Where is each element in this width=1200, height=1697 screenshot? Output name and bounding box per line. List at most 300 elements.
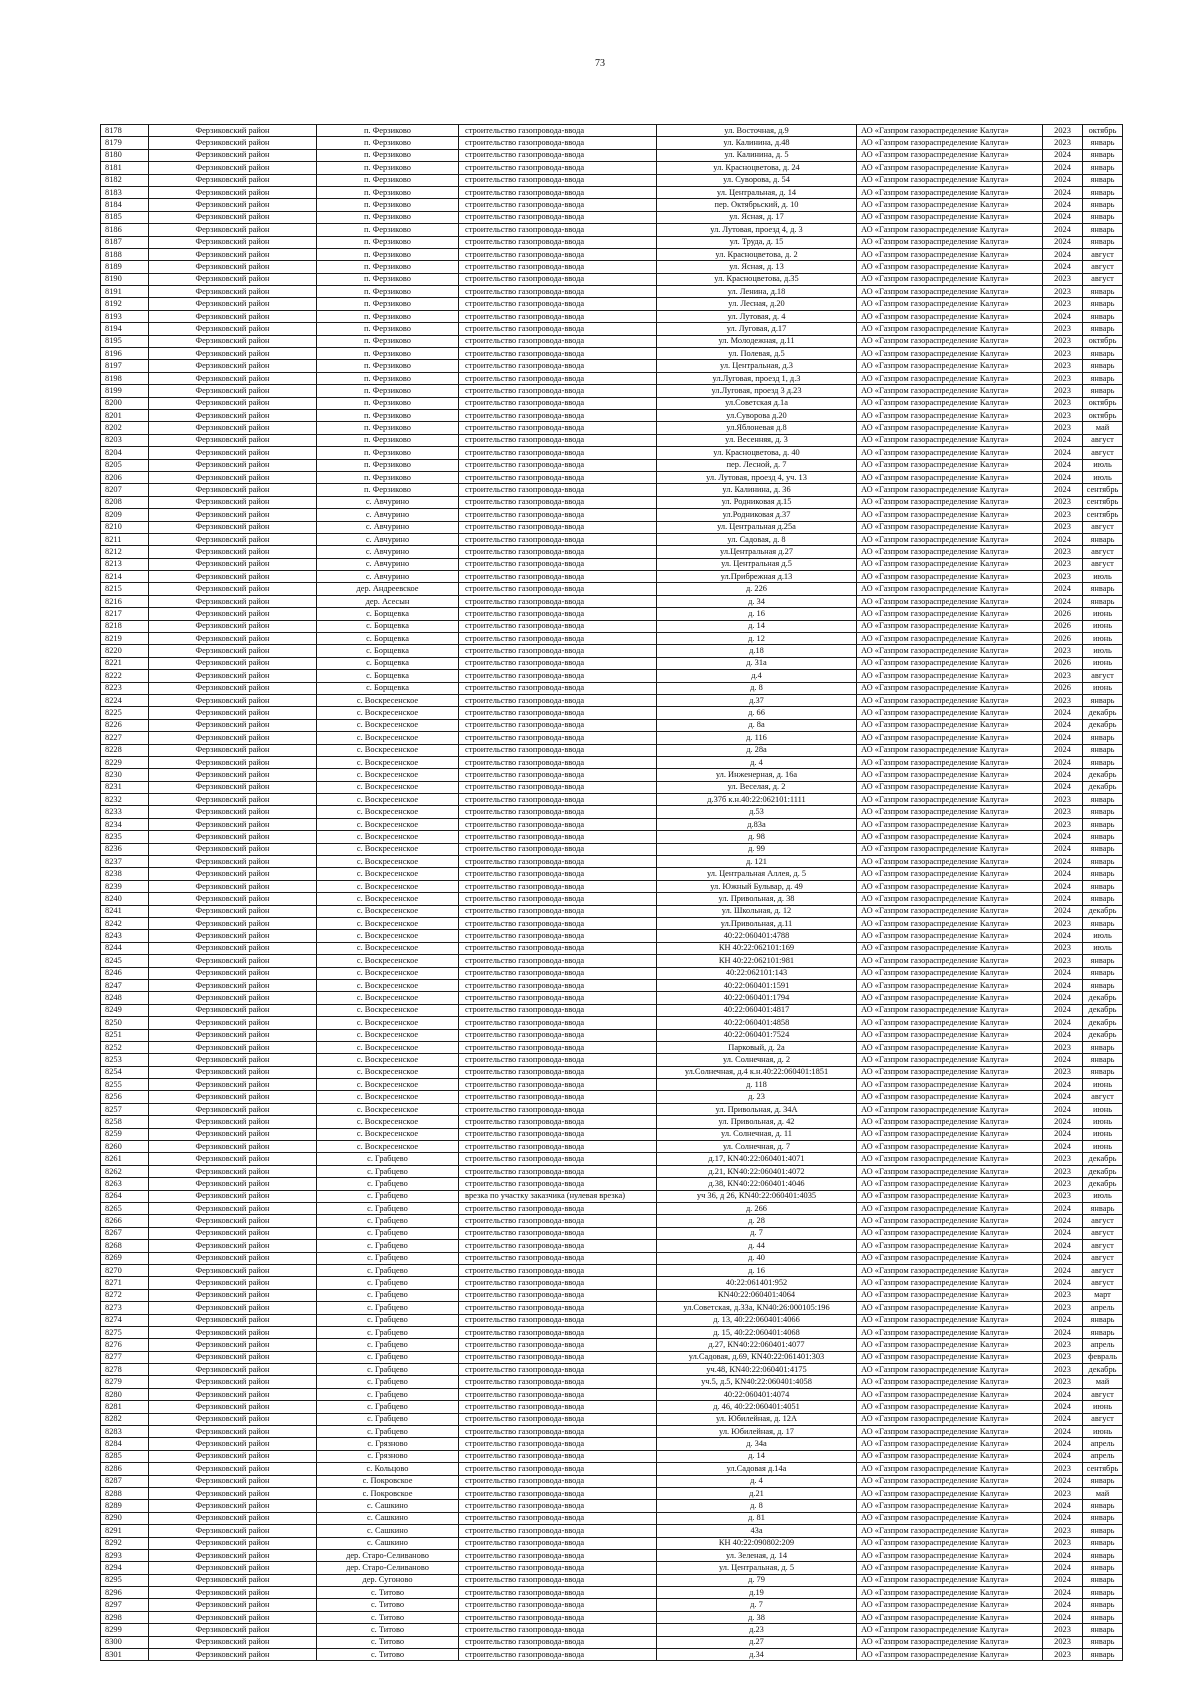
row-number-cell: 8281 <box>101 1401 149 1413</box>
district-cell: Ферзиковский район <box>149 893 317 905</box>
year-cell: 2023 <box>1043 372 1083 384</box>
locality-cell: с. Грабцево <box>317 1202 459 1214</box>
year-cell: 2023 <box>1043 348 1083 360</box>
locality-cell: с. Грабцево <box>317 1289 459 1301</box>
row-number-cell: 8209 <box>101 509 149 521</box>
table-row <box>101 707 1123 719</box>
row-number-cell: 8208 <box>101 496 149 508</box>
organization-cell: АО «Газпром газораспределение Калуга» <box>857 1004 1043 1016</box>
organization-cell: АО «Газпром газораспределение Калуга» <box>857 211 1043 223</box>
table-row <box>101 633 1123 645</box>
work-type-cell: строительство газопровода-ввода <box>459 1289 657 1301</box>
organization-cell: АО «Газпром газораспределение Калуга» <box>857 868 1043 880</box>
address-cell: д. 66 <box>657 707 857 719</box>
work-type-cell: строительство газопровода-ввода <box>459 1525 657 1537</box>
table-row <box>101 335 1123 347</box>
address-cell: д. 121 <box>657 856 857 868</box>
month-cell: август <box>1083 1388 1123 1400</box>
organization-cell: АО «Газпром газораспределение Калуга» <box>857 323 1043 335</box>
locality-cell: п. Ферзиково <box>317 447 459 459</box>
locality-cell: с. Сашкино <box>317 1525 459 1537</box>
work-type-cell: строительство газопровода-ввода <box>459 1165 657 1177</box>
organization-cell: АО «Газпром газораспределение Калуга» <box>857 1388 1043 1400</box>
district-cell: Ферзиковский район <box>149 979 317 991</box>
work-type-cell: строительство газопровода-ввода <box>459 1240 657 1252</box>
month-cell: январь <box>1083 583 1123 595</box>
organization-cell: АО «Газпром газораспределение Калуга» <box>857 174 1043 186</box>
address-cell: д. 8 <box>657 1500 857 1512</box>
district-cell: Ферзиковский район <box>149 843 317 855</box>
work-type-cell: строительство газопровода-ввода <box>459 137 657 149</box>
district-cell: Ферзиковский район <box>149 1500 317 1512</box>
work-type-cell: строительство газопровода-ввода <box>459 1611 657 1623</box>
address-cell: ул. Привольная, д. 34А <box>657 1103 857 1115</box>
table-row <box>101 1525 1123 1537</box>
organization-cell: АО «Газпром газораспределение Калуга» <box>857 1079 1043 1091</box>
address-cell: д. 118 <box>657 1079 857 1091</box>
address-cell: д.19 <box>657 1587 857 1599</box>
gasification-table <box>100 124 1123 1661</box>
month-cell: август <box>1083 1227 1123 1239</box>
row-number-cell: 8207 <box>101 484 149 496</box>
district-cell: Ферзиковский район <box>149 595 317 607</box>
district-cell: Ферзиковский район <box>149 372 317 384</box>
district-cell: Ферзиковский район <box>149 1599 317 1611</box>
table-row <box>101 1587 1123 1599</box>
organization-cell: АО «Газпром газораспределение Калуга» <box>857 298 1043 310</box>
row-number-cell: 8237 <box>101 856 149 868</box>
district-cell: Ферзиковский район <box>149 694 317 706</box>
table-row <box>101 1289 1123 1301</box>
work-type-cell: строительство газопровода-ввода <box>459 633 657 645</box>
work-type-cell: строительство газопровода-ввода <box>459 1636 657 1648</box>
locality-cell: п. Ферзиково <box>317 471 459 483</box>
row-number-cell: 8300 <box>101 1636 149 1648</box>
locality-cell: с. Воскресенское <box>317 1128 459 1140</box>
organization-cell: АО «Газпром газораспределение Калуга» <box>857 893 1043 905</box>
work-type-cell: строительство газопровода-ввода <box>459 286 657 298</box>
address-cell: ул. Труда, д. 15 <box>657 236 857 248</box>
month-cell: январь <box>1083 967 1123 979</box>
row-number-cell: 8266 <box>101 1215 149 1227</box>
locality-cell: с. Авчурино <box>317 558 459 570</box>
month-cell: январь <box>1083 1202 1123 1214</box>
row-number-cell: 8216 <box>101 595 149 607</box>
address-cell: Парковый, д. 2а <box>657 1041 857 1053</box>
month-cell: май <box>1083 1376 1123 1388</box>
organization-cell: АО «Газпром газораспределение Калуга» <box>857 137 1043 149</box>
address-cell: д. 7 <box>657 1599 857 1611</box>
locality-cell: п. Ферзиково <box>317 360 459 372</box>
row-number-cell: 8205 <box>101 459 149 471</box>
year-cell: 2024 <box>1043 162 1083 174</box>
address-cell: уч.48, КN40:22:060401:4175 <box>657 1364 857 1376</box>
address-cell: д. 44 <box>657 1240 857 1252</box>
year-cell: 2023 <box>1043 409 1083 421</box>
address-cell: д. 38 <box>657 1611 857 1623</box>
address-cell: д.21 <box>657 1487 857 1499</box>
year-cell: 2023 <box>1043 942 1083 954</box>
district-cell: Ферзиковский район <box>149 967 317 979</box>
table-row <box>101 571 1123 583</box>
locality-cell: с. Воскресенское <box>317 831 459 843</box>
work-type-cell: строительство газопровода-ввода <box>459 521 657 533</box>
locality-cell: с. Титово <box>317 1587 459 1599</box>
work-type-cell: строительство газопровода-ввода <box>459 657 657 669</box>
work-type-cell: строительство газопровода-ввода <box>459 385 657 397</box>
table-row <box>101 856 1123 868</box>
address-cell: ул. Центральная, д. 14 <box>657 186 857 198</box>
table-row <box>101 1438 1123 1450</box>
address-cell: ул.Родниковая д.37 <box>657 509 857 521</box>
work-type-cell: строительство газопровода-ввода <box>459 447 657 459</box>
table-row <box>101 1326 1123 1338</box>
table-row <box>101 422 1123 434</box>
organization-cell: АО «Газпром газораспределение Калуга» <box>857 1054 1043 1066</box>
work-type-cell: строительство газопровода-ввода <box>459 1041 657 1053</box>
table-row <box>101 248 1123 260</box>
district-cell: Ферзиковский район <box>149 1413 317 1425</box>
locality-cell: дер. Старо-Селиваново <box>317 1562 459 1574</box>
address-cell: д. 4 <box>657 1475 857 1487</box>
organization-cell: АО «Газпром газораспределение Калуга» <box>857 236 1043 248</box>
table-row <box>101 162 1123 174</box>
district-cell: Ферзиковский район <box>149 571 317 583</box>
month-cell: август <box>1083 447 1123 459</box>
district-cell: Ферзиковский район <box>149 385 317 397</box>
address-cell: ул.Советская, д.33а, КN40:26:000105:196 <box>657 1302 857 1314</box>
year-cell: 2023 <box>1043 1041 1083 1053</box>
year-cell: 2023 <box>1043 1636 1083 1648</box>
table-row <box>101 645 1123 657</box>
table-row <box>101 781 1123 793</box>
address-cell: 40:22:060401:4817 <box>657 1004 857 1016</box>
table-row <box>101 310 1123 322</box>
district-cell: Ферзиковский район <box>149 248 317 260</box>
district-cell: Ферзиковский район <box>149 719 317 731</box>
row-number-cell: 8267 <box>101 1227 149 1239</box>
organization-cell: АО «Газпром газораспределение Калуга» <box>857 1091 1043 1103</box>
year-cell: 2023 <box>1043 1487 1083 1499</box>
year-cell: 2024 <box>1043 149 1083 161</box>
work-type-cell: строительство газопровода-ввода <box>459 149 657 161</box>
year-cell: 2024 <box>1043 1599 1083 1611</box>
locality-cell: п. Ферзиково <box>317 298 459 310</box>
organization-cell: АО «Газпром газораспределение Калуга» <box>857 1339 1043 1351</box>
work-type-cell: строительство газопровода-ввода <box>459 1450 657 1462</box>
month-cell: сентябрь <box>1083 509 1123 521</box>
locality-cell: с. Воскресенское <box>317 856 459 868</box>
month-cell: июнь <box>1083 633 1123 645</box>
locality-cell: п. Ферзиково <box>317 323 459 335</box>
year-cell: 2024 <box>1043 1277 1083 1289</box>
month-cell: январь <box>1083 1475 1123 1487</box>
month-cell: октябрь <box>1083 335 1123 347</box>
row-number-cell: 8180 <box>101 149 149 161</box>
work-type-cell: строительство газопровода-ввода <box>459 583 657 595</box>
organization-cell: АО «Газпром газораспределение Калуга» <box>857 1326 1043 1338</box>
address-cell: ул.Садовая д.14а <box>657 1463 857 1475</box>
district-cell: Ферзиковский район <box>149 1004 317 1016</box>
table-row <box>101 447 1123 459</box>
locality-cell: дер. Андреевское <box>317 583 459 595</box>
address-cell: ул.Луговая, проезд 1, д.3 <box>657 372 857 384</box>
locality-cell: с. Грязново <box>317 1438 459 1450</box>
organization-cell: АО «Газпром газораспределение Калуга» <box>857 434 1043 446</box>
table-row <box>101 1202 1123 1214</box>
month-cell: январь <box>1083 732 1123 744</box>
month-cell: июль <box>1083 930 1123 942</box>
table-row <box>101 1041 1123 1053</box>
row-number-cell: 8265 <box>101 1202 149 1214</box>
organization-cell: АО «Газпром газораспределение Калуга» <box>857 521 1043 533</box>
table-row <box>101 1401 1123 1413</box>
locality-cell: с. Воскресенское <box>317 694 459 706</box>
table-row <box>101 1413 1123 1425</box>
locality-cell: с. Грабцево <box>317 1264 459 1276</box>
locality-cell: с. Авчурино <box>317 521 459 533</box>
address-cell: д.17, КN40:22:060401:4071 <box>657 1153 857 1165</box>
month-cell: октябрь <box>1083 397 1123 409</box>
district-cell: Ферзиковский район <box>149 125 317 137</box>
table-row <box>101 174 1123 186</box>
year-cell: 2024 <box>1043 1029 1083 1041</box>
table-row <box>101 1227 1123 1239</box>
district-cell: Ферзиковский район <box>149 1091 317 1103</box>
locality-cell: с. Грабцево <box>317 1165 459 1177</box>
address-cell: д. 226 <box>657 583 857 595</box>
organization-cell: АО «Газпром газораспределение Калуга» <box>857 608 1043 620</box>
address-cell: ул. Красноцветова, д. 2 <box>657 248 857 260</box>
row-number-cell: 8221 <box>101 657 149 669</box>
district-cell: Ферзиковский район <box>149 1215 317 1227</box>
year-cell: 2026 <box>1043 682 1083 694</box>
address-cell: уч 36, д 26, КN40:22:060401:4035 <box>657 1190 857 1202</box>
month-cell: сентябрь <box>1083 484 1123 496</box>
month-cell: декабрь <box>1083 1017 1123 1029</box>
table-row <box>101 1116 1123 1128</box>
year-cell: 2024 <box>1043 199 1083 211</box>
year-cell: 2024 <box>1043 211 1083 223</box>
year-cell: 2024 <box>1043 1004 1083 1016</box>
locality-cell: п. Ферзиково <box>317 348 459 360</box>
district-cell: Ферзиковский район <box>149 942 317 954</box>
work-type-cell: строительство газопровода-ввода <box>459 360 657 372</box>
organization-cell: АО «Газпром газораспределение Калуга» <box>857 1611 1043 1623</box>
district-cell: Ферзиковский район <box>149 211 317 223</box>
month-cell: сентябрь <box>1083 1463 1123 1475</box>
district-cell: Ферзиковский район <box>149 1450 317 1462</box>
address-cell: ул. Ясная, д. 13 <box>657 261 857 273</box>
year-cell: 2023 <box>1043 385 1083 397</box>
row-number-cell: 8299 <box>101 1624 149 1636</box>
district-cell: Ферзиковский район <box>149 273 317 285</box>
table-row <box>101 595 1123 607</box>
month-cell: декабрь <box>1083 905 1123 917</box>
district-cell: Ферзиковский район <box>149 533 317 545</box>
month-cell: январь <box>1083 806 1123 818</box>
row-number-cell: 8178 <box>101 125 149 137</box>
organization-cell: АО «Газпром газораспределение Калуга» <box>857 843 1043 855</box>
work-type-cell: строительство газопровода-ввода <box>459 918 657 930</box>
table-row <box>101 1066 1123 1078</box>
locality-cell: с. Грабцево <box>317 1302 459 1314</box>
year-cell: 2024 <box>1043 1017 1083 1029</box>
table-row <box>101 1128 1123 1140</box>
locality-cell: с. Воскресенское <box>317 955 459 967</box>
locality-cell: п. Ферзиково <box>317 459 459 471</box>
month-cell: октябрь <box>1083 409 1123 421</box>
organization-cell: АО «Газпром газораспределение Калуга» <box>857 682 1043 694</box>
locality-cell: с. Грабцево <box>317 1426 459 1438</box>
row-number-cell: 8183 <box>101 186 149 198</box>
year-cell: 2026 <box>1043 657 1083 669</box>
work-type-cell: строительство газопровода-ввода <box>459 1512 657 1524</box>
district-cell: Ферзиковский район <box>149 608 317 620</box>
district-cell: Ферзиковский район <box>149 1339 317 1351</box>
locality-cell: п. Ферзиково <box>317 186 459 198</box>
row-number-cell: 8199 <box>101 385 149 397</box>
work-type-cell: строительство газопровода-ввода <box>459 1649 657 1661</box>
locality-cell: с. Воскресенское <box>317 794 459 806</box>
month-cell: январь <box>1083 533 1123 545</box>
organization-cell: АО «Газпром газораспределение Калуга» <box>857 1376 1043 1388</box>
locality-cell: с. Титово <box>317 1636 459 1648</box>
work-type-cell: строительство газопровода-ввода <box>459 1438 657 1450</box>
address-cell: ул. Солнечная, д. 7 <box>657 1141 857 1153</box>
month-cell: июнь <box>1083 620 1123 632</box>
organization-cell: АО «Газпром газораспределение Калуга» <box>857 1190 1043 1202</box>
row-number-cell: 8295 <box>101 1574 149 1586</box>
month-cell: август <box>1083 546 1123 558</box>
table-row <box>101 868 1123 880</box>
year-cell: 2024 <box>1043 1574 1083 1586</box>
table-row <box>101 1178 1123 1190</box>
year-cell: 2024 <box>1043 1438 1083 1450</box>
year-cell: 2023 <box>1043 645 1083 657</box>
district-cell: Ферзиковский район <box>149 1116 317 1128</box>
row-number-cell: 8287 <box>101 1475 149 1487</box>
work-type-cell: строительство газопровода-ввода <box>459 509 657 521</box>
district-cell: Ферзиковский район <box>149 558 317 570</box>
table-row <box>101 831 1123 843</box>
year-cell: 2024 <box>1043 868 1083 880</box>
month-cell: январь <box>1083 1611 1123 1623</box>
year-cell: 2024 <box>1043 1103 1083 1115</box>
work-type-cell: строительство газопровода-ввода <box>459 1326 657 1338</box>
row-number-cell: 8204 <box>101 447 149 459</box>
month-cell: январь <box>1083 211 1123 223</box>
organization-cell: АО «Газпром газораспределение Калуга» <box>857 471 1043 483</box>
table-row <box>101 992 1123 1004</box>
row-number-cell: 8272 <box>101 1289 149 1301</box>
table-body <box>101 125 1123 1661</box>
work-type-cell: строительство газопровода-ввода <box>459 1066 657 1078</box>
address-cell: д.53 <box>657 806 857 818</box>
table-row <box>101 1574 1123 1586</box>
month-cell: июль <box>1083 1190 1123 1202</box>
table-row <box>101 1165 1123 1177</box>
work-type-cell: строительство газопровода-ввода <box>459 459 657 471</box>
row-number-cell: 8230 <box>101 769 149 781</box>
year-cell: 2024 <box>1043 1240 1083 1252</box>
locality-cell: с. Воскресенское <box>317 843 459 855</box>
year-cell: 2024 <box>1043 1079 1083 1091</box>
month-cell: август <box>1083 1264 1123 1276</box>
month-cell: декабрь <box>1083 1004 1123 1016</box>
locality-cell: с. Воскресенское <box>317 905 459 917</box>
locality-cell: п. Ферзиково <box>317 174 459 186</box>
organization-cell: АО «Газпром газораспределение Калуга» <box>857 905 1043 917</box>
locality-cell: п. Ферзиково <box>317 484 459 496</box>
organization-cell: АО «Газпром газораспределение Калуга» <box>857 372 1043 384</box>
locality-cell: с. Грабцево <box>317 1178 459 1190</box>
district-cell: Ферзиковский район <box>149 645 317 657</box>
locality-cell: с. Борщевка <box>317 645 459 657</box>
locality-cell: с. Воскресенское <box>317 868 459 880</box>
district-cell: Ферзиковский район <box>149 930 317 942</box>
work-type-cell: строительство газопровода-ввода <box>459 1017 657 1029</box>
district-cell: Ферзиковский район <box>149 707 317 719</box>
work-type-cell: строительство газопровода-ввода <box>459 1537 657 1549</box>
locality-cell: с. Борщевка <box>317 670 459 682</box>
year-cell: 2024 <box>1043 1611 1083 1623</box>
table-row <box>101 756 1123 768</box>
work-type-cell: строительство газопровода-ввода <box>459 955 657 967</box>
table-row <box>101 409 1123 421</box>
district-cell: Ферзиковский район <box>149 806 317 818</box>
address-cell: 40:22:061401:952 <box>657 1277 857 1289</box>
row-number-cell: 8301 <box>101 1649 149 1661</box>
table-row <box>101 459 1123 471</box>
month-cell: январь <box>1083 794 1123 806</box>
district-cell: Ферзиковский район <box>149 1079 317 1091</box>
row-number-cell: 8223 <box>101 682 149 694</box>
work-type-cell: строительство газопровода-ввода <box>459 1079 657 1091</box>
address-cell: ул. Центральная Аллея, д. 5 <box>657 868 857 880</box>
year-cell: 2024 <box>1043 1264 1083 1276</box>
district-cell: Ферзиковский район <box>149 521 317 533</box>
locality-cell: с. Воскресенское <box>317 930 459 942</box>
address-cell: д. 98 <box>657 831 857 843</box>
month-cell: июнь <box>1083 1128 1123 1140</box>
district-cell: Ферзиковский район <box>149 1190 317 1202</box>
address-cell: ул. Красноцветова, д. 24 <box>657 162 857 174</box>
work-type-cell: строительство газопровода-ввода <box>459 261 657 273</box>
work-type-cell: строительство газопровода-ввода <box>459 1426 657 1438</box>
work-type-cell: строительство газопровода-ввода <box>459 645 657 657</box>
address-cell: ул. Юбилейная, д. 17 <box>657 1426 857 1438</box>
organization-cell: АО «Газпром газораспределение Калуга» <box>857 509 1043 521</box>
district-cell: Ферзиковский район <box>149 868 317 880</box>
locality-cell: с. Воскресенское <box>317 1141 459 1153</box>
work-type-cell: строительство газопровода-ввода <box>459 979 657 991</box>
locality-cell: с. Воскресенское <box>317 781 459 793</box>
work-type-cell: строительство газопровода-ввода <box>459 732 657 744</box>
locality-cell: п. Ферзиково <box>317 409 459 421</box>
year-cell: 2024 <box>1043 595 1083 607</box>
address-cell: д. 16 <box>657 608 857 620</box>
row-number-cell: 8239 <box>101 880 149 892</box>
district-cell: Ферзиковский район <box>149 794 317 806</box>
organization-cell: АО «Газпром газораспределение Калуга» <box>857 1475 1043 1487</box>
year-cell: 2024 <box>1043 471 1083 483</box>
table-row <box>101 1351 1123 1363</box>
work-type-cell: строительство газопровода-ввода <box>459 1401 657 1413</box>
district-cell: Ферзиковский район <box>149 1178 317 1190</box>
table-row <box>101 1141 1123 1153</box>
locality-cell: п. Ферзиково <box>317 224 459 236</box>
